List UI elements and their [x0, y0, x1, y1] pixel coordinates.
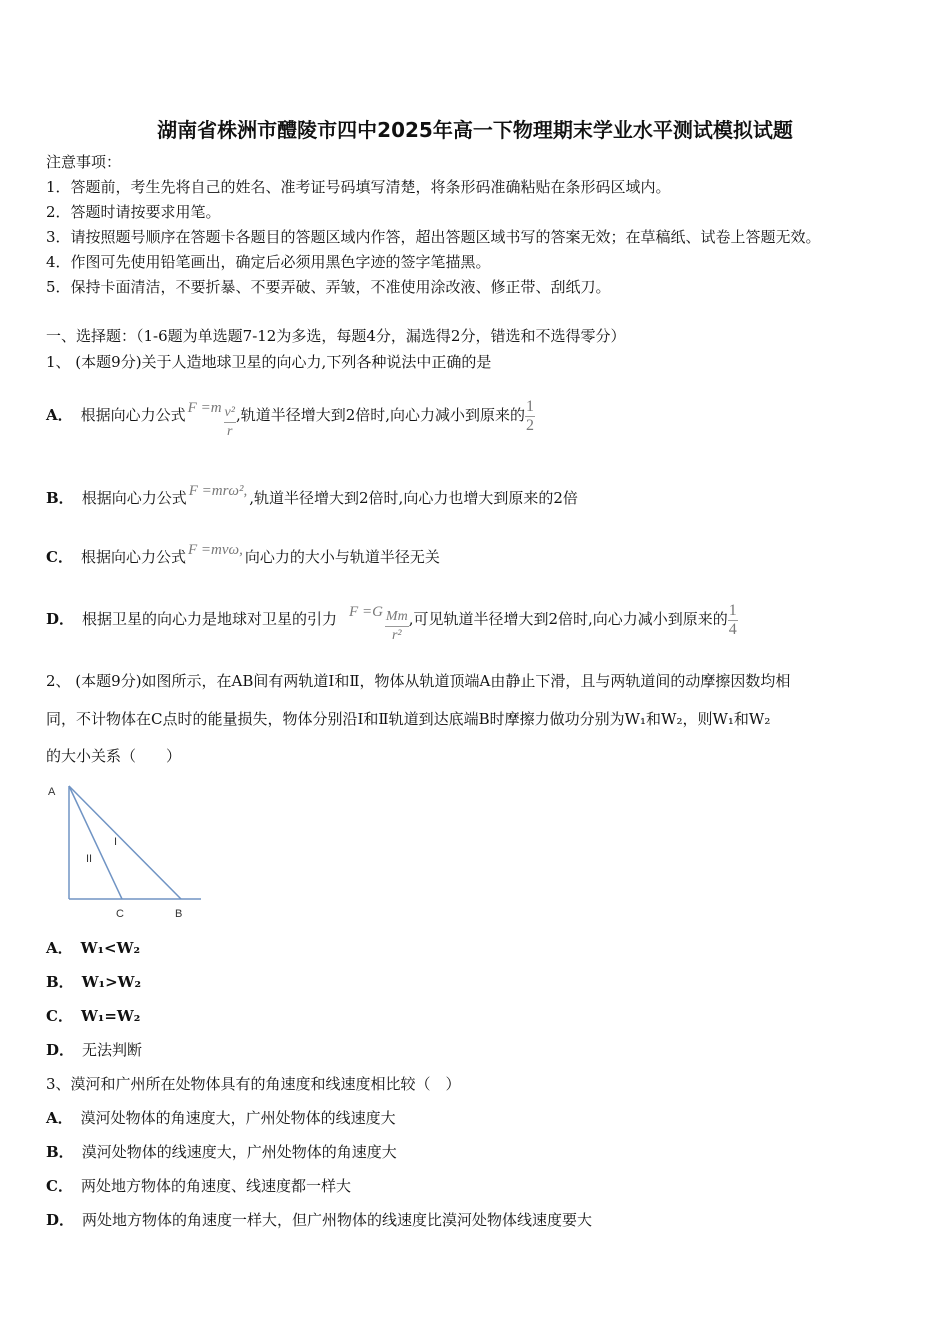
- option-text: ,轨道半径增大到2倍时,向心力也增大到原来的2倍: [249, 489, 578, 507]
- option-label: B．: [46, 489, 74, 507]
- formula-fraction: $\frac{Mm}{\text{r²}}$: [385, 609, 408, 643]
- point-a-label: A: [48, 786, 56, 798]
- question-2-stem: 2、 (本题9分)如图所示，在AB间有两轨道Ⅰ和Ⅱ，物体从轨道顶端A由静止下滑，且与两轨道间的动摩擦因数均相: [46, 672, 791, 690]
- section-heading: 一、选择题：（1-6题为单选题7-12为多选，每题4分，漏选得2分，错选和不选得零分）: [46, 327, 626, 345]
- question-2-stem: 的大小关系（ ）: [46, 747, 182, 765]
- formula-fraction: $\frac{\text{v²}}{r}$: [224, 405, 235, 439]
- question-3-stem: 3、漠河和广州所在处物体具有的角速度和线速度相比较（ ）: [46, 1075, 461, 1093]
- question-1-stem: 1、 (本题9分)关于人造地球卫星的向心力,下列各种说法中正确的是: [46, 353, 492, 371]
- q3-option-b: B． 漠河处物体的线速度大，广州处物体的角速度大: [46, 1143, 397, 1161]
- formula: F =mvω,: [187, 542, 243, 558]
- q3-option-a: A． 漠河处物体的角速度大，广州处物体的线速度大: [46, 1109, 396, 1127]
- formula: F =mrω²,: [188, 483, 248, 499]
- option-label: A．: [46, 406, 73, 424]
- option-label: D．: [46, 610, 75, 628]
- q2-option-d: D． 无法判断: [46, 1041, 143, 1059]
- notice-item: 3．请按照题号顺序在答题卡各题目的答题区域内作答，超出答题区域书写的答案无效；在草稿纸、试卷上答题无效。: [46, 228, 821, 246]
- notice-heading: 注意事项：: [46, 153, 122, 171]
- q2-option-a: A． W₁<W₂: [46, 939, 141, 957]
- option-label: C．: [46, 548, 73, 566]
- point-b-label: B: [175, 908, 183, 920]
- option-text: 向心力的大小与轨道半径无关: [244, 548, 440, 566]
- option-text: ,轨道半径增大到2倍时,向心力减小到原来的: [235, 406, 526, 424]
- option-text: 根据卫星的向心力是地球对卫星的引力: [82, 610, 338, 628]
- question-2-stem: 同，不计物体在C点时的能量损失，物体分别沿Ⅰ和Ⅱ轨道到达底端B时摩擦力做功分别为W₁和W₂，则W₁和W₂: [46, 710, 771, 728]
- q3-option-c: C． 两处地方物体的角速度、线速度都一样大: [46, 1177, 351, 1195]
- option-text: ,可见轨道半径增大到2倍时,向心力减小到原来的: [408, 610, 728, 628]
- fraction: $\frac{1}{2}$: [526, 397, 535, 434]
- option-text: 根据向心力公式: [80, 548, 186, 566]
- q3-option-d: D． 两处地方物体的角速度一样大，但广州物体的线速度比漠河处物体线速度要大: [46, 1211, 593, 1229]
- track-ii-label: II: [86, 853, 93, 865]
- q2-option-c: C． W₁=W₂: [46, 1007, 141, 1025]
- option-text: 根据向心力公式: [81, 489, 187, 507]
- notice-item: 2．答题时请按要求用笔。: [46, 203, 221, 221]
- point-c-label: C: [116, 908, 124, 920]
- track-i-label: I: [114, 836, 118, 848]
- fraction: $\frac{1}{4}$: [728, 601, 737, 638]
- notice-item: 5．保持卡面清洁，不要折暴、不要弄破、弄皱，不准使用涂改液、修正带、刮纸刀。: [46, 278, 611, 296]
- notice-item: 1．答题前，考生先将自己的姓名、准考证号码填写清楚，将条形码准确粘贴在条形码区域内。: [46, 178, 671, 196]
- option-text: 根据向心力公式: [80, 406, 186, 424]
- formula: F =m: [187, 400, 222, 416]
- q2-option-b: B． W₁>W₂: [46, 973, 142, 991]
- page-title: 湖南省株洲市醴陵市四中2025年高一下物理期末学业水平测试模拟试题: [157, 118, 793, 142]
- notice-item: 4．作图可先使用铅笔画出，确定后必须用黑色字迹的签字笔描黑。: [46, 253, 491, 271]
- formula: F =G: [349, 604, 383, 620]
